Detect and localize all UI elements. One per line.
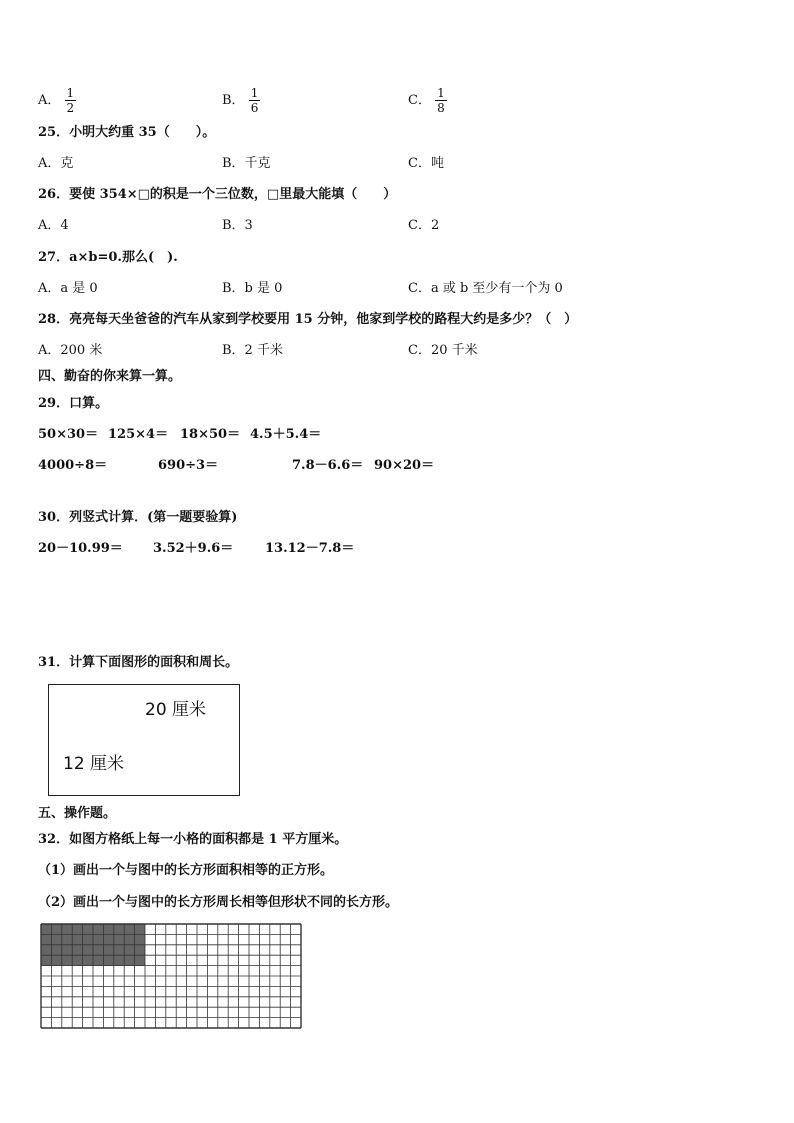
q30-item: 13.12－7.8＝ — [265, 541, 355, 556]
q26-option-a: A．4 — [38, 218, 69, 233]
section-4-heading: 四、勤奋的你来算一算。 — [38, 369, 182, 384]
grid-paper — [40, 923, 304, 1033]
q27-option-b: B．b 是 0 — [222, 281, 283, 296]
fraction: $\frac{1}{6}$ — [250, 86, 259, 115]
q24-option-c: C． $\frac{1}{8}$ — [408, 86, 445, 115]
q30-stem: 30．列竖式计算．(第一题要验算) — [38, 510, 238, 525]
q32-part-2: （2）画出一个与图中的长方形周长相等但形状不同的长方形。 — [38, 895, 399, 910]
q26-option-c: C．2 — [408, 218, 440, 233]
q25-option-c: C．吨 — [408, 156, 444, 171]
q29-stem: 29．口算。 — [38, 396, 109, 411]
fraction: $\frac{1}{8}$ — [437, 86, 445, 115]
fraction: $\frac{1}{2}$ — [66, 86, 75, 115]
q29-item: 690÷3＝ — [158, 458, 219, 473]
q24-option-b: B． $\frac{1}{6}$ — [222, 86, 259, 115]
q25-stem: 25．小明大约重 35（ ）。 — [38, 125, 216, 140]
q29-item: 18×50＝ — [180, 427, 241, 442]
q29-item: 7.8－6.6＝ — [292, 458, 364, 473]
q25-option-b: B．千克 — [222, 156, 271, 171]
q31-stem: 31．计算下面图形的面积和周长。 — [38, 655, 239, 670]
q27-option-a: A．a 是 0 — [38, 281, 98, 296]
rectangle-height-label: 12 厘米 — [63, 754, 125, 774]
q26-stem: 26．要使 354×□的积是一个三位数，□里最大能填（ ） — [38, 187, 397, 202]
q28-stem: 28．亮亮每天坐爸爸的汽车从家到学校要用 15 分钟，他家到学校的路程大约是多少？（ ） — [38, 312, 578, 327]
section-5-heading: 五、操作题。 — [38, 806, 117, 821]
q29-item: 125×4＝ — [108, 427, 169, 442]
q30-item: 20－10.99＝ — [38, 541, 123, 556]
q25-option-a: A．克 — [38, 156, 74, 171]
q28-option-b: B．2 千米 — [222, 343, 283, 358]
q28-option-c: C．20 千米 — [408, 343, 478, 358]
q27-option-c: C．a 或 b 至少有一个为 0 — [408, 281, 563, 296]
rectangle-width-label: 20 厘米 — [145, 700, 207, 720]
rectangle-figure — [48, 684, 240, 796]
q24-option-a: A． $\frac{1}{2}$ — [38, 86, 75, 115]
q29-item: 4.5＋5.4＝ — [250, 427, 322, 442]
q29-item: 50×30＝ — [38, 427, 99, 442]
q29-item: 4000÷8＝ — [38, 458, 108, 473]
q32-part-1: （1）画出一个与图中的长方形面积相等的正方形。 — [38, 863, 334, 878]
q27-stem: 27．a×b=0.那么( ). — [38, 250, 178, 265]
q26-option-b: B．3 — [222, 218, 253, 233]
q28-option-a: A．200 米 — [38, 343, 103, 358]
q30-item: 3.52＋9.6＝ — [153, 541, 234, 556]
q29-item: 90×20＝ — [374, 458, 435, 473]
q32-stem: 32．如图方格纸上每一小格的面积都是 1 平方厘米。 — [38, 832, 348, 847]
